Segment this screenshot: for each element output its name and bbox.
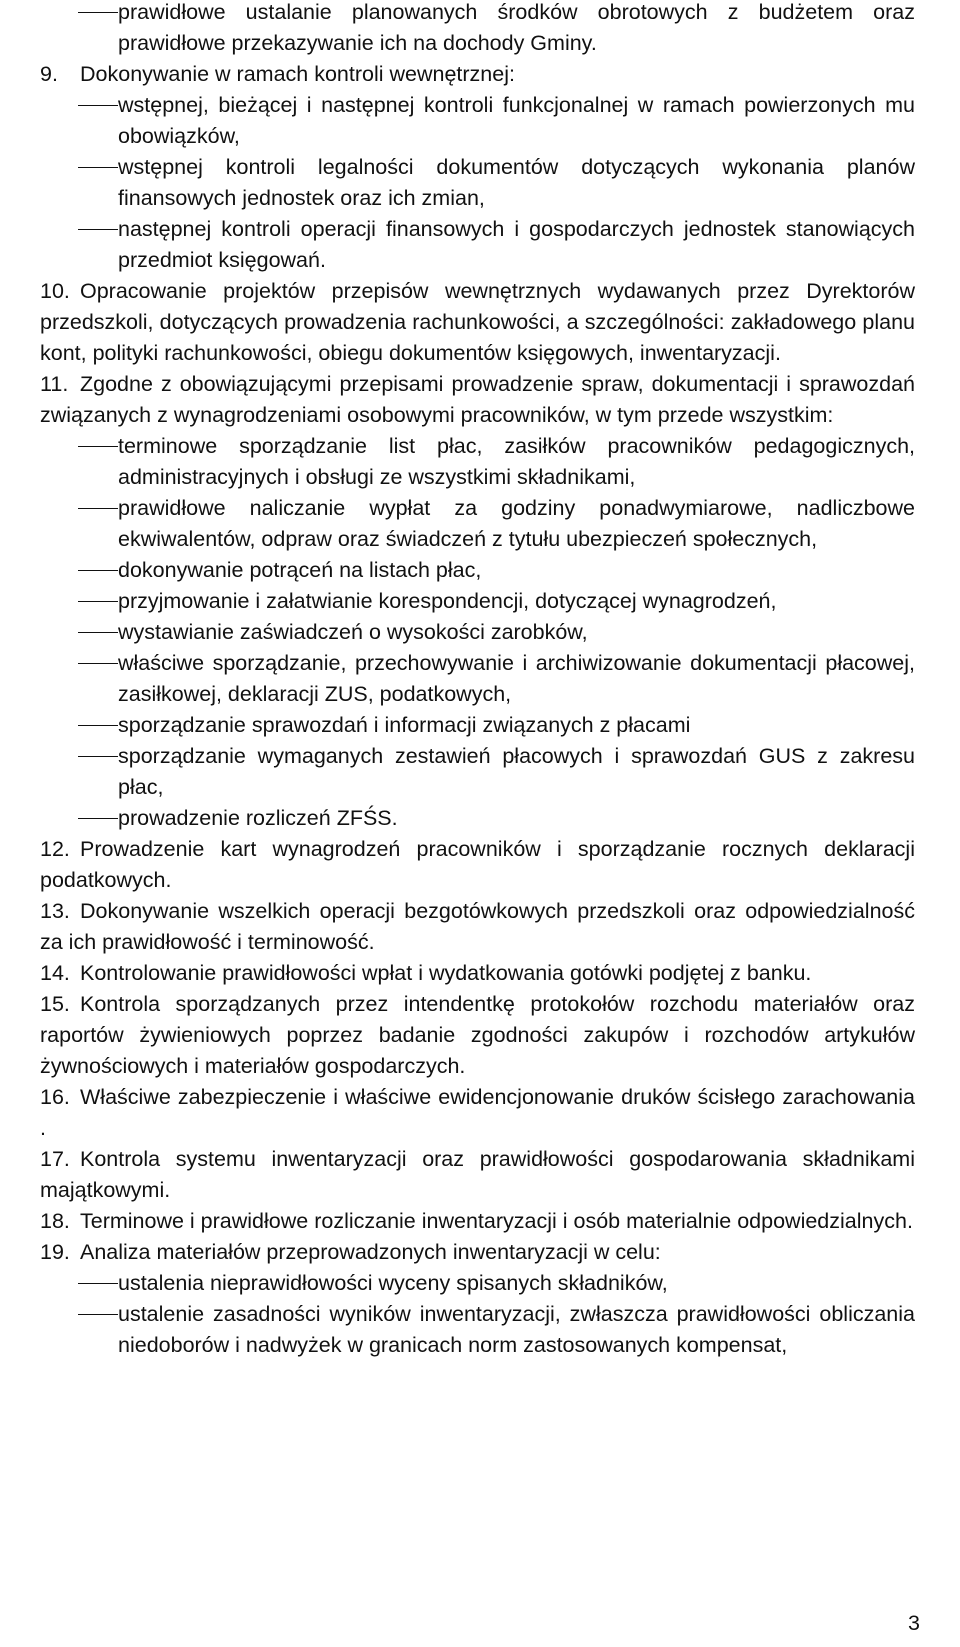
numbered-list-item-text: Kontrolowanie prawidłowości wpłat i wydatkowania gotówki podjętej z banku. <box>80 961 812 985</box>
dash-list-item-text: wstępnej, bieżącej i następnej kontroli funkcjonalnej w ramach powierzonych mu obowiązków, <box>118 93 915 148</box>
dash-bullet <box>78 601 118 602</box>
dash-list-item <box>118 431 915 493</box>
dash-bullet <box>78 105 118 106</box>
numbered-list-item-text: Właściwe zabezpieczenie i właściwe ewidencjonowanie druków ścisłego zarachowania . <box>40 1085 915 1140</box>
numbered-list-item <box>40 276 915 369</box>
dash-list-item-text: prawidłowe ustalanie planowanych środków obrotowych z budżetem oraz prawidłowe przekazywanie ich na dochody Gminy. <box>118 0 915 55</box>
dash-bullet <box>78 446 118 447</box>
dash-list-item <box>118 555 915 586</box>
page-number: 3 <box>908 1611 920 1635</box>
numbered-list-item-text: Terminowe i prawidłowe rozliczanie inwentaryzacji i osób materialnie odpowiedzialnych. <box>80 1209 913 1233</box>
list-item-number: 15. <box>40 992 70 1016</box>
dash-bullet <box>78 229 118 230</box>
list-item-number: 19. <box>40 1240 70 1264</box>
list-item-number: 12. <box>40 837 70 861</box>
dash-bullet <box>78 632 118 633</box>
dash-list-item-text: prowadzenie rozliczeń ZFŚS. <box>118 806 398 830</box>
numbered-list-item <box>40 896 915 958</box>
dash-list-item-text: dokonywanie potrąceń na listach płac, <box>118 558 482 582</box>
list-item-number: 9. <box>40 62 58 86</box>
dash-bullet <box>78 1314 118 1315</box>
numbered-list-item-text: Zgodne z obowiązującymi przepisami prowadzenie spraw, dokumentacji i sprawozdań związanych z wynagrodzeniami osobowymi pracowników, w tym przede wszystkim: <box>40 372 915 427</box>
dash-list-item-text: sporządzanie sprawozdań i informacji związanych z płacami <box>118 713 691 737</box>
dash-list-item-text: sporządzanie wymaganych zestawień płacowych i sprawozdań GUS z zakresu płac, <box>118 744 915 799</box>
dash-bullet <box>78 167 118 168</box>
list-item-number: 13. <box>40 899 70 923</box>
document-body <box>40 0 915 1361</box>
dash-list-item-text: ustalenie zasadności wyników inwentaryzacji, zwłaszcza prawidłowości obliczania niedoborów i nadwyżek w granicach norm zastosowanych kompensat, <box>118 1302 915 1357</box>
dash-list-item <box>118 803 915 834</box>
dash-list-item <box>118 648 915 710</box>
dash-list-item-text: ustalenia nieprawidłowości wyceny spisanych składników, <box>118 1271 668 1295</box>
dash-bullet <box>78 725 118 726</box>
dash-bullet <box>78 12 118 13</box>
dash-list-item-text: wystawianie zaświadczeń o wysokości zarobków, <box>118 620 588 644</box>
dash-list-item-text: przyjmowanie i załatwianie korespondencji, dotyczącej wynagrodzeń, <box>118 589 777 613</box>
dash-bullet <box>78 818 118 819</box>
dash-bullet <box>78 570 118 571</box>
dash-list-item <box>118 0 915 59</box>
numbered-list-item <box>40 59 915 90</box>
numbered-list-item-text: Kontrola sporządzanych przez intendentkę protokołów rozchodu materiałów oraz raportów żywieniowych poprzez badanie zgodności zakupów i rozchodów artykułów żywnościowych i materiałów gospodarczych. <box>40 992 915 1078</box>
numbered-list-item-text: Dokonywanie wszelkich operacji bezgotówkowych przedszkoli oraz odpowiedzialność za ich prawidłowość i terminowość. <box>40 899 915 954</box>
dash-bullet <box>78 756 118 757</box>
numbered-list-item <box>40 369 915 431</box>
dash-list-item-text: następnej kontroli operacji finansowych i gospodarczych jednostek stanowiących przedmiot księgowań. <box>118 217 915 272</box>
numbered-list-item-text: Opracowanie projektów przepisów wewnętrznych wydawanych przez Dyrektorów przedszkoli, dotyczących prowadzenia rachunkowości, a szczególności: zakładowego planu kont, polityki rachunkowości, obiegu dokumentów księgowych, inwentaryzacji. <box>40 279 915 365</box>
dash-list-item <box>118 741 915 803</box>
numbered-list-item-text: Kontrola systemu inwentaryzacji oraz prawidłowości gospodarowania składnikami majątkowymi. <box>40 1147 915 1202</box>
dash-bullet <box>78 663 118 664</box>
dash-list-item <box>118 214 915 276</box>
list-item-number: 18. <box>40 1209 70 1233</box>
numbered-list-item-text: Dokonywanie w ramach kontroli wewnętrznej: <box>80 62 515 86</box>
dash-list-item <box>118 493 915 555</box>
numbered-list-item <box>40 1237 915 1268</box>
numbered-list-item-text: Prowadzenie kart wynagrodzeń pracowników i sporządzanie rocznych deklaracji podatkowych. <box>40 837 915 892</box>
numbered-list-item <box>40 1206 915 1237</box>
list-item-number: 17. <box>40 1147 70 1171</box>
numbered-list-item-text: Analiza materiałów przeprowadzonych inwentaryzacji w celu: <box>80 1240 661 1264</box>
dash-list-item <box>118 710 915 741</box>
numbered-list-item <box>40 1144 915 1206</box>
numbered-list-item <box>40 1082 915 1144</box>
list-item-number: 14. <box>40 961 70 985</box>
dash-list-item <box>118 586 915 617</box>
list-item-number: 16. <box>40 1085 70 1109</box>
list-item-number: 11. <box>40 372 69 396</box>
dash-list-item <box>118 617 915 648</box>
dash-bullet <box>78 508 118 509</box>
numbered-list-item <box>40 989 915 1082</box>
dash-list-item <box>118 90 915 152</box>
numbered-list-item <box>40 834 915 896</box>
list-item-number: 10. <box>40 279 70 303</box>
dash-list-item-text: prawidłowe naliczanie wypłat za godziny ponadwymiarowe, nadliczbowe ekwiwalentów, odpraw oraz świadczeń z tytułu ubezpieczeń społecznych, <box>118 496 915 551</box>
dash-list-item-text: terminowe sporządzanie list płac, zasiłków pracowników pedagogicznych, administracyjnych i obsługi ze wszystkimi składnikami, <box>118 434 915 489</box>
dash-list-item <box>118 1299 915 1361</box>
dash-list-item-text: wstępnej kontroli legalności dokumentów dotyczących wykonania planów finansowych jednostek oraz ich zmian, <box>118 155 915 210</box>
dash-list-item <box>118 152 915 214</box>
dash-list-item-text: właściwe sporządzanie, przechowywanie i archiwizowanie dokumentacji płacowej, zasiłkowej, deklaracji ZUS, podatkowych, <box>118 651 915 706</box>
dash-bullet <box>78 1283 118 1284</box>
numbered-list-item <box>40 958 915 989</box>
dash-list-item <box>118 1268 915 1299</box>
